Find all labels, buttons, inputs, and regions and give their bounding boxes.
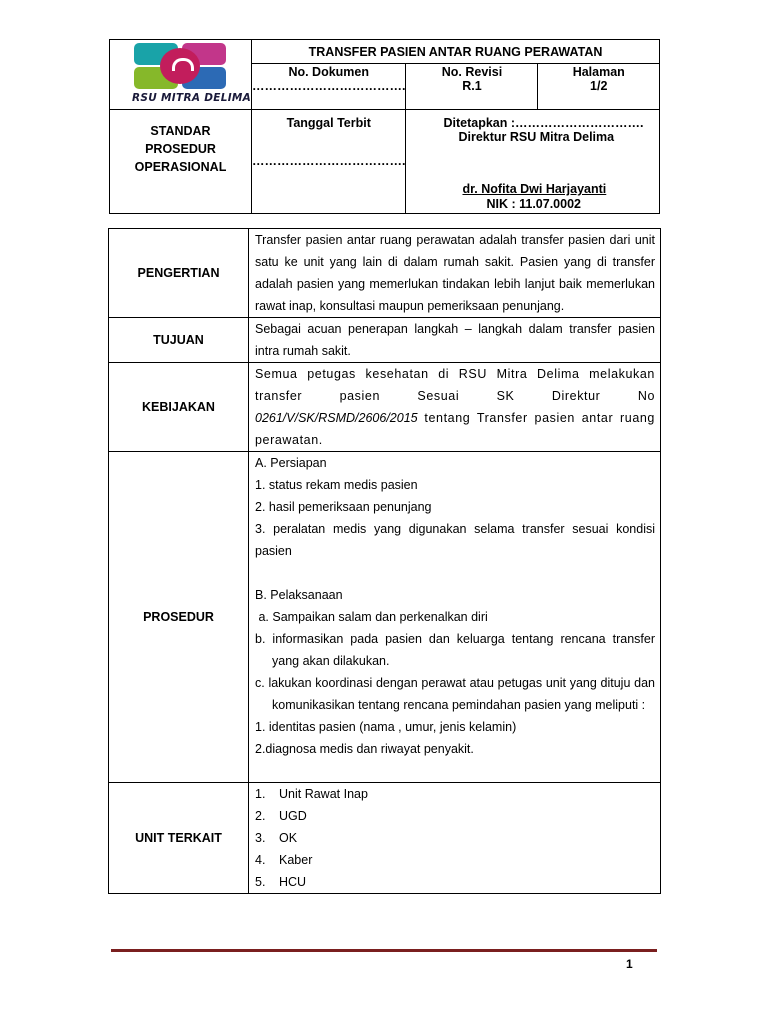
approval-cell xyxy=(406,110,660,214)
list-item xyxy=(255,805,655,827)
page-value: 1/2 xyxy=(590,79,608,93)
list-item: 2.diagnosa medis dan riwayat penyakit. xyxy=(255,742,474,756)
sop-label-cell xyxy=(110,110,252,214)
list-item xyxy=(255,849,655,871)
kebijakan-text-part-1: Semua petugas kesehatan di RSU Mitra Delima melakukan transfer pasien Sesuai SK Direktur No xyxy=(255,367,655,403)
list-item: 1. status rekam medis pasien xyxy=(255,478,418,492)
table-row xyxy=(109,452,661,783)
revision-label: No. Revisi xyxy=(441,65,503,79)
document-title: TRANSFER PASIEN ANTAR RUANG PERAWATAN xyxy=(252,40,660,64)
list-item: 1. identitas pasien (nama , umur, jenis kelamin) xyxy=(255,720,517,734)
list-number: 1. xyxy=(255,787,266,801)
list-number: 2. xyxy=(255,809,266,823)
list-text: Kaber xyxy=(279,853,313,867)
logo-cell xyxy=(110,40,252,110)
spacer xyxy=(255,562,655,584)
list-text: OK xyxy=(279,831,298,845)
prosedur-b-title: B. Pelaksanaan xyxy=(255,588,343,602)
sop-header-table xyxy=(109,39,660,214)
logo-swirl-icon xyxy=(172,58,194,71)
hospital-logo xyxy=(126,42,252,106)
sop-label-line: OPERASIONAL xyxy=(134,160,227,174)
page-number: 1 xyxy=(626,957,633,971)
list-item: b. informasikan pada pasien dan keluarga tentang rencana transfer yang akan dilakukan. xyxy=(255,632,655,668)
pengertian-text: Transfer pasien antar ruang perawatan adalah transfer pasien dari unit satu ke unit yang lain di dalam rumah sakit. Pasien yang di transfer adalah pasien yang memerlukan tindakan lebih lanjut baik memerlukan rawat inap, konsultasi maupun pemeriksaan penunjang. xyxy=(249,229,661,318)
doc-number-cell xyxy=(252,64,406,110)
table-row xyxy=(109,229,661,318)
issue-date-value: ………………………………. xyxy=(252,154,406,168)
doc-number-value: ………………………………. xyxy=(252,79,406,93)
issue-date-label: Tanggal Terbit xyxy=(286,116,371,130)
list-number: 4. xyxy=(255,853,266,867)
director-title: Direktur RSU Mitra Delima xyxy=(458,130,615,144)
table-row xyxy=(109,783,661,894)
list-text: UGD xyxy=(279,809,307,823)
revision-value: R.1 xyxy=(462,79,482,93)
list-number: 5. xyxy=(255,875,266,889)
pengertian-label: PENGERTIAN xyxy=(109,229,249,318)
prosedur-text xyxy=(249,452,661,783)
table-row xyxy=(109,363,661,452)
sop-label-line: PROSEDUR xyxy=(145,142,216,156)
footer-divider xyxy=(111,949,657,952)
sop-label-line: STANDAR xyxy=(150,124,211,138)
table-row xyxy=(109,318,661,363)
sk-number: 0261/V/SK/RSMD/2606/2015 xyxy=(255,411,418,425)
approval-label: Ditetapkan :…………………………. xyxy=(443,116,644,130)
list-text: Unit Rawat Inap xyxy=(279,787,368,801)
issue-date-cell xyxy=(252,110,406,214)
unit-terkait-label: UNIT TERKAIT xyxy=(109,783,249,894)
list-text: HCU xyxy=(279,875,307,889)
unit-terkait-list xyxy=(249,783,661,894)
list-item: 2. hasil pemeriksaan penunjang xyxy=(255,500,432,514)
page-label: Halaman xyxy=(572,65,625,79)
director-name: dr. Nofita Dwi Harjayanti xyxy=(462,182,607,196)
kebijakan-text-part-2: tentang Transfer pasien antar ruang perawatan. xyxy=(255,411,655,447)
director-nik: NIK : 11.07.0002 xyxy=(486,197,581,211)
sop-content-table xyxy=(108,228,661,894)
list-item: a. Sampaikan salam dan perkenalkan diri xyxy=(255,610,488,624)
prosedur-a-title: A. Persiapan xyxy=(255,456,327,470)
list-item: c. lakukan koordinasi dengan perawat atau petugas unit yang dituju dan komunikasikan tentang rencana pemindahan pasien yang meliputi : xyxy=(255,676,655,712)
logo-text: RSU MITRA DELIMA xyxy=(132,92,252,104)
list-item xyxy=(255,783,655,805)
doc-number-label: No. Dokumen xyxy=(288,65,370,79)
list-item: 3. peralatan medis yang digunakan selama transfer sesuai kondisi pasien xyxy=(255,522,655,558)
kebijakan-label: KEBIJAKAN xyxy=(109,363,249,452)
list-item xyxy=(255,871,655,893)
kebijakan-text xyxy=(249,363,661,452)
tujuan-text: Sebagai acuan penerapan langkah – langkah dalam transfer pasien intra rumah sakit. xyxy=(249,318,661,363)
list-number: 3. xyxy=(255,831,266,845)
prosedur-label: PROSEDUR xyxy=(109,452,249,783)
tujuan-label: TUJUAN xyxy=(109,318,249,363)
list-item xyxy=(255,827,655,849)
page-cell xyxy=(538,64,660,110)
revision-cell xyxy=(406,64,538,110)
